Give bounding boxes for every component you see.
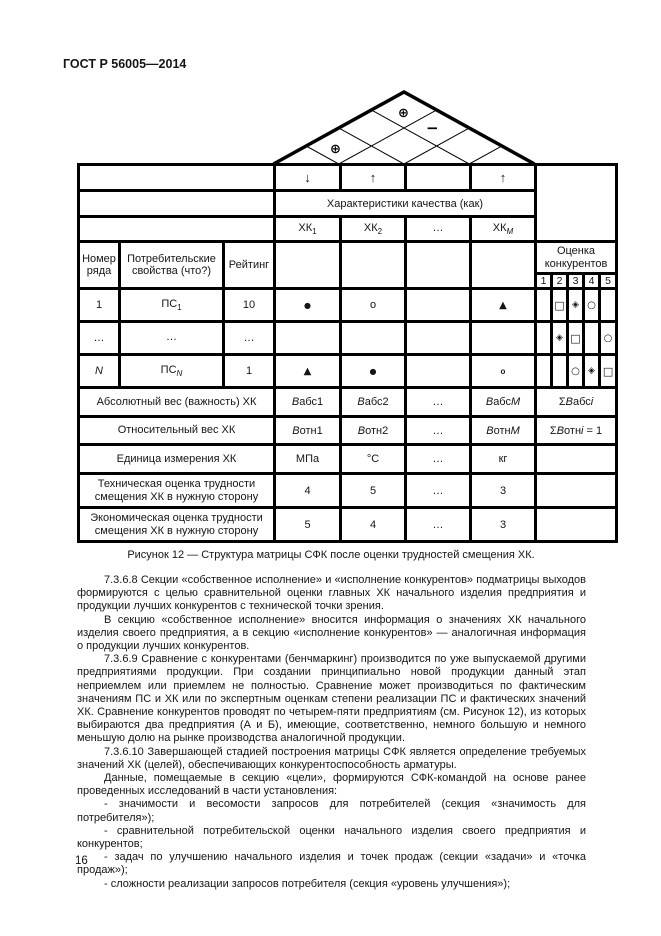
weight-row-label: Техническая оценка трудности смещения ХК в нужную сторону [79, 474, 275, 508]
weight-value-cell: … [406, 417, 471, 445]
unit-value-cell: МПа [275, 445, 341, 474]
competitor-assessment-header: Оценка конкурентов [536, 242, 617, 274]
difficulty-value-cell: … [406, 508, 471, 542]
competitor-col-number: 2 [552, 274, 568, 289]
weight-value-cell: Вотн2 [341, 417, 406, 445]
competitor-mark-cell: □ [600, 355, 617, 388]
relation-symbol-cell [406, 289, 471, 322]
direction-arrows-row [79, 165, 617, 191]
unit-value-cell: °С [341, 445, 406, 474]
measure-unit-row [79, 445, 617, 474]
weight-value-cell: ВотнМ [471, 417, 536, 445]
weight-row-label: Экономическая оценка трудности смещения ХК в нужную сторону [79, 508, 275, 542]
competitor-mark-cell [600, 289, 617, 322]
difficulty-value-cell: 4 [275, 474, 341, 508]
weight-value-cell: ВабсМ [471, 388, 536, 417]
list-item: - задач по улучшению начального изделия и точек продаж (секции «задачи» и «точка продаж»); [77, 851, 586, 877]
quality-characteristics-header: Характеристики качества (как) [275, 191, 536, 217]
rating-cell: 1 [224, 355, 275, 388]
improvement-arrow-cell: ↓ [275, 165, 341, 191]
relation-symbol-cell [406, 355, 471, 388]
weight-sum-cell: ΣВабсi [536, 388, 617, 417]
relation-symbol-cell: о [341, 289, 406, 322]
qfd-matrix-table [77, 163, 618, 543]
empty-sum-cell [536, 445, 617, 474]
improvement-arrow-cell: ↑ [341, 165, 406, 191]
difficulty-value-cell: 3 [471, 474, 536, 508]
competitor-col-number: 3 [568, 274, 584, 289]
relation-symbol-cell [406, 322, 471, 355]
paragraph: 7.3.6.10 Завершающей стадией построения матрицы СФК является определение требуемых значений ХК (целей), обеспечивающих конкурентоспособность арматуры. [77, 745, 586, 771]
improvement-arrow-cell [406, 165, 471, 191]
hk-label: $ХК_М$ [471, 217, 536, 242]
figure-caption: Рисунок 12 — Структура матрицы СФК после оценки трудностей смещения ХК. [127, 549, 535, 561]
competitor-col-number: 5 [600, 274, 617, 289]
paragraph: 7.3.6.9 Сравнение с конкурентами (бенчмаркинг) производится по уже выпускаемой другими предприятиями продукции. При создании принципиально новой продукции данный этап неприемлем или приемлем не полностью. Сравнение может производиться по фактическим значениям ПС и ХК или по экспертным оценкам степени реализации ПС и фактических значений ХК. Сравнение конкурентов проводят по четырем-пяти предприятиям (см. Рисунок 12), из которых выбираются два предприятия (А и Б), имеющие, соответственно, немного большую и немного меньшую долю на рынке производства аналогичной продукции. [77, 653, 586, 745]
relation-symbol-cell: ● [275, 289, 341, 322]
empty-corner-cell [536, 165, 617, 242]
document-header: ГОСТ Р 56005—2014 [63, 57, 187, 71]
spacer-cell [79, 165, 275, 191]
competitor-mark-cell: ◈ [584, 355, 600, 388]
relation-symbol-cell [341, 322, 406, 355]
empty-matrix-cell [341, 242, 406, 289]
improvement-arrow-cell: ↑ [471, 165, 536, 191]
hk-label: … [406, 217, 471, 242]
table-row [79, 289, 617, 322]
table-header-row [79, 242, 617, 274]
negative-correlation-icon: − [426, 119, 439, 137]
competitor-mark-cell [552, 355, 568, 388]
technical-difficulty-row [79, 474, 617, 508]
consumer-property-cell: $ПС_N$ [120, 355, 224, 388]
column-header-rating: Рейтинг [224, 242, 275, 289]
competitor-mark-cell: ○ [600, 322, 617, 355]
relation-symbol-cell [471, 322, 536, 355]
weight-value-cell: Вотн1 [275, 417, 341, 445]
list-item: - значимости и весомости запросов для потребителей (секция «значимость для потребителя»); [77, 798, 586, 824]
relation-symbol-cell: ▲ [471, 289, 536, 322]
weight-value-cell: Вабс2 [341, 388, 406, 417]
rating-cell: 10 [224, 289, 275, 322]
column-header-consumer-properties: Потребительские свойства (что?) [120, 242, 224, 289]
roof-lattice [258, 85, 550, 164]
list-item: - сложности реализации запросов потребителя (секция «уровень улучшения»); [104, 877, 511, 890]
economic-difficulty-row [79, 508, 617, 542]
competitor-mark-cell: □ [568, 322, 584, 355]
page-number: 16 [75, 855, 88, 867]
relative-weight-row [79, 417, 617, 445]
empty-matrix-cell [406, 242, 471, 289]
difficulty-value-cell: … [406, 474, 471, 508]
paragraph: 7.3.6.8 Секции «собственное исполнение» и «исполнение конкурентов» подматрицы выходов формируются с целью сравнительной оценки главных ХК начального изделия предприятия и продукции лучших конкурентов с технической точки зрения. [77, 574, 586, 613]
competitor-mark-cell: ○ [584, 289, 600, 322]
difficulty-value-cell: 4 [341, 508, 406, 542]
rating-cell: … [224, 322, 275, 355]
relation-symbol-cell: ● [341, 355, 406, 388]
competitor-mark-cell: ○ [568, 355, 584, 388]
difficulty-value-cell: 5 [275, 508, 341, 542]
empty-matrix-cell [471, 242, 536, 289]
competitor-mark-cell [584, 322, 600, 355]
competitor-mark-cell: ◈ [552, 322, 568, 355]
relation-symbol-cell: о [471, 355, 536, 388]
list-item: - сравнительной потребительской оценки начального изделия своего предприятия и конкурентов; [77, 824, 586, 851]
row-number-cell: N [79, 355, 120, 388]
spacer-cell [79, 217, 275, 242]
competitor-col-number: 1 [536, 274, 552, 289]
body-text [77, 574, 586, 891]
relation-symbol-cell: ▲ [275, 355, 341, 388]
hk-label: $ХК_1$ [275, 217, 341, 242]
competitor-mark-cell [536, 322, 552, 355]
competitor-mark-cell [536, 355, 552, 388]
unit-value-cell: … [406, 445, 471, 474]
weight-row-label: Абсолютный вес (важность) ХК [79, 388, 275, 417]
competitor-mark-cell [536, 289, 552, 322]
spacer-cell [79, 191, 275, 217]
paragraph: В секцию «собственное исполнение» вносится информация о значениях ХК начального изделия своего предприятия, а в секцию «исполнение конкурентов» — аналогичная информация о продукции лучших конкурентов. [77, 613, 586, 653]
difficulty-value-cell: 5 [341, 474, 406, 508]
paragraph: Данные, помещаемые в секцию «цели», формируются СФК-командой на основе ранее проведенных исследований в части установления: [77, 772, 586, 798]
positive-correlation-icon: ⊕ [398, 106, 409, 121]
empty-matrix-cell [275, 242, 341, 289]
row-number-cell: … [79, 322, 120, 355]
row-number-cell: 1 [79, 289, 120, 322]
table-row [79, 355, 617, 388]
column-header-row-number: Номер ряда [79, 242, 120, 289]
correlation-roof [258, 85, 550, 167]
empty-sum-cell [536, 474, 617, 508]
competitor-mark-cell: ◈ [568, 289, 584, 322]
positive-correlation-icon: ⊕ [330, 142, 341, 157]
competitor-mark-cell: □ [552, 289, 568, 322]
competitor-col-number: 4 [584, 274, 600, 289]
table-row [79, 322, 617, 355]
empty-sum-cell [536, 508, 617, 542]
weight-sum-cell: ΣВотнi = 1 [536, 417, 617, 445]
weight-row-label: Единица измерения ХК [79, 445, 275, 474]
consumer-property-cell: … [120, 322, 224, 355]
consumer-property-cell: $ПС_1$ [120, 289, 224, 322]
weight-row-label: Относительный вес ХК [79, 417, 275, 445]
hk-label: $ХК_2$ [341, 217, 406, 242]
absolute-weight-row [79, 388, 617, 417]
relation-symbol-cell [275, 322, 341, 355]
difficulty-value-cell: 3 [471, 508, 536, 542]
weight-value-cell: … [406, 388, 471, 417]
weight-value-cell: Вабс1 [275, 388, 341, 417]
unit-value-cell: кг [471, 445, 536, 474]
